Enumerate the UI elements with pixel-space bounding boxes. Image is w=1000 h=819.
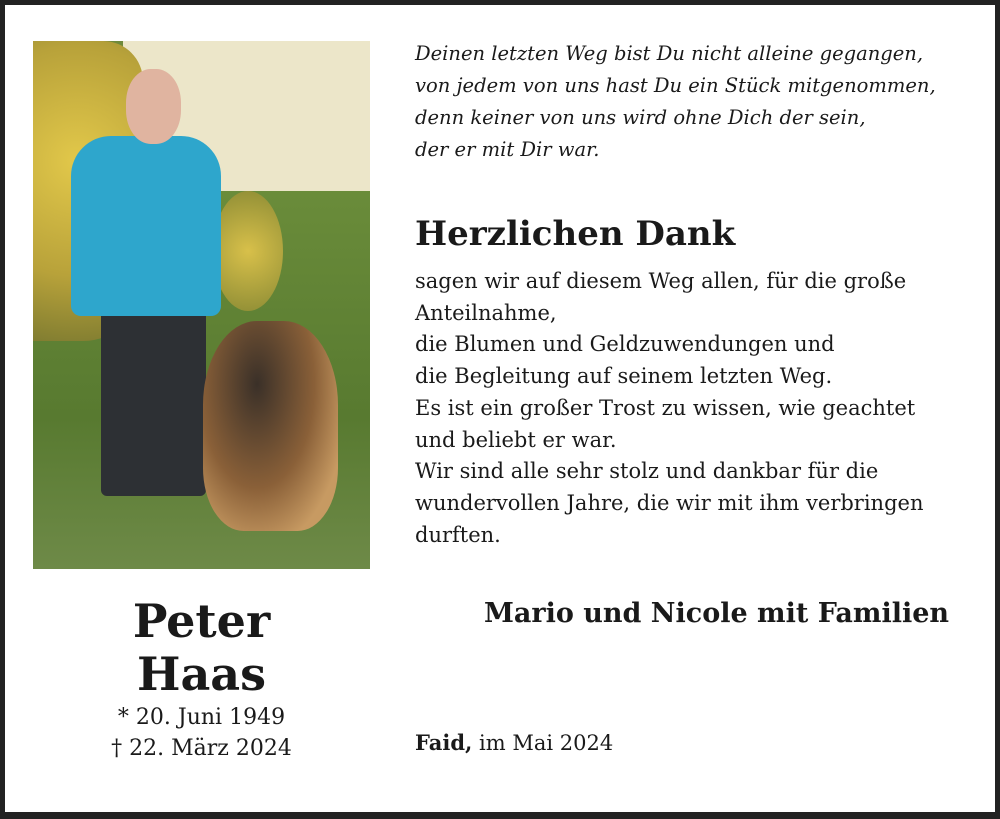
thanks-text: sagen wir auf diesem Weg allen, für die große Anteilnahme, die Blumen und Geldzuwendungen und die Begleitung auf seinem letzten Weg. Es ist ein großer Trost zu wissen, wie geachtet und beliebt er war. Wir sind alle sehr stolz und dankbar für die wundervollen Jahre, die wir mit ihm verbringen durften.	[415, 269, 924, 547]
birth-date: * 20. Juni 1949	[117, 705, 286, 730]
thanks-heading: Herzlichen Dank	[415, 214, 736, 254]
place-date: Faid, im Mai 2024	[415, 730, 614, 755]
first-name: Peter	[132, 594, 271, 648]
family-signature: Mario und Nicole mit Familien	[484, 598, 950, 629]
portrait-photo	[33, 41, 370, 569]
death-date: † 22. März 2024	[111, 736, 292, 761]
poem: Deinen letzten Weg bist Du nicht alleine gegangen, von jedem von uns hast Du ein Stück mitgenommen, denn keiner von uns wird ohne Dich der sein, der er mit Dir war.	[415, 42, 936, 161]
last-name: Haas	[137, 647, 266, 701]
